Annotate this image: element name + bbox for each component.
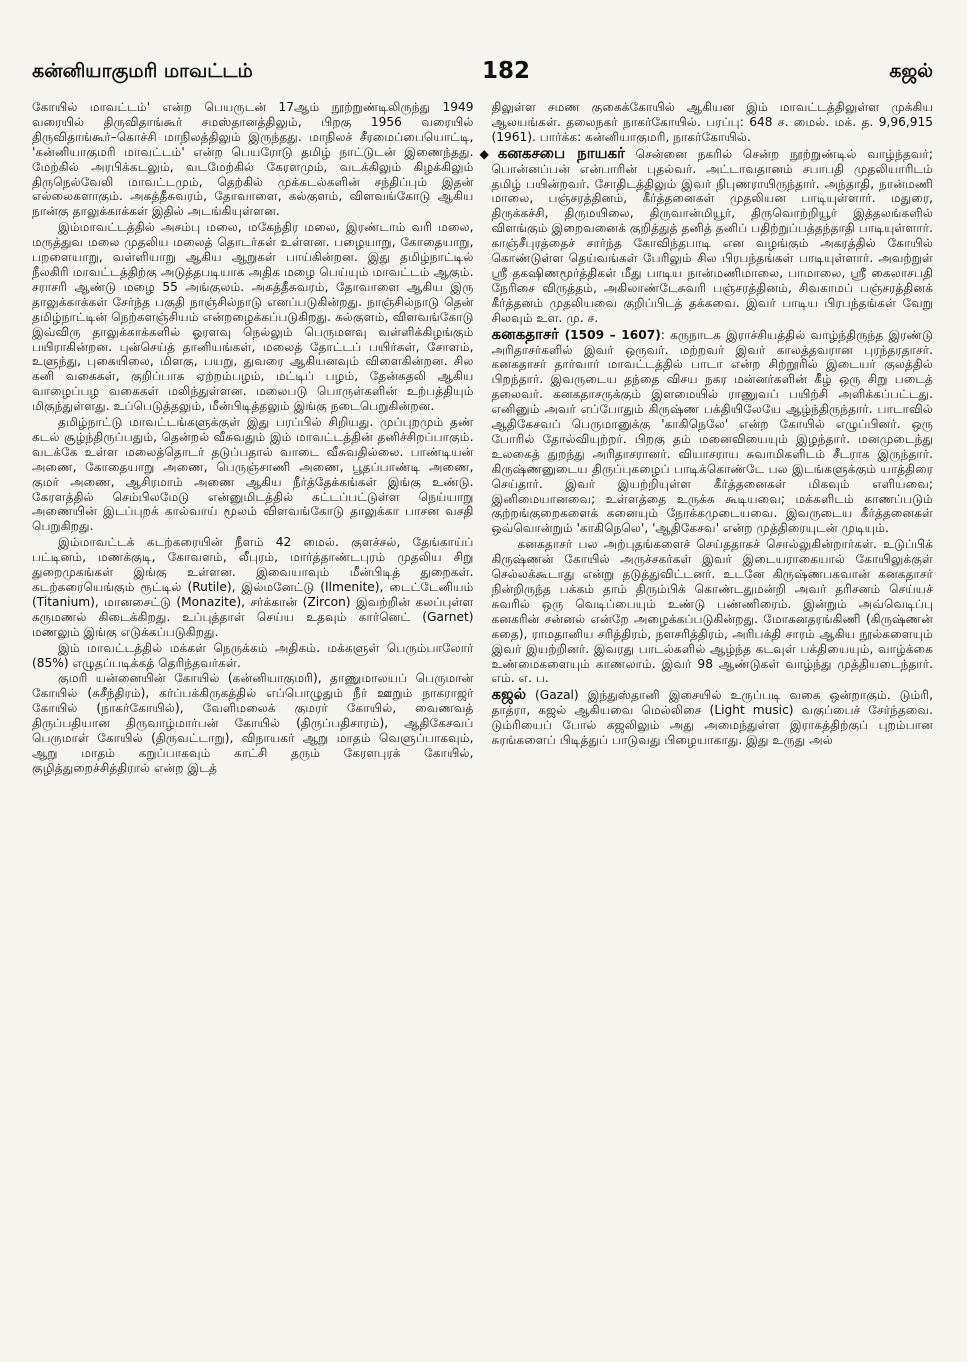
text-columns [32,100,933,1342]
entry-dates: (1509 – 1607) [559,327,661,342]
entry-headword: கஜல் [491,685,527,704]
entry-bullet: ◆ [479,146,496,161]
paragraph: இம் மாவட்டத்தில் மக்கள் நெருக்கம் அதிகம். மக்களுள் பெரும்பாலோர் (85%) எழுதப்படிக்கத் தெரிந்தவர்கள். [32,640,474,670]
paragraph: குமரி யன்னையின் கோயில் (கன்னியாகுமரி), தாணுமாலயப் பெருமான் கோயில் (சுசீந்திரம்), கர்ப்பக்கிருகத்தில் எப்பொழுதும் நீர் ஊறும் நாகராஜர் கோயில் (நாகர்கோயில்), வேளிமலைக் குமரர் கோயில், வைணவத் திருப்பதியான திருவாழ்மார்பன் கோயில் (திருப்பதிசாரம்), ஆதிகேசவப் பெருமாள் கோயில் (திருவட்டாறு), விநாயகர் ஆறு மாதம் வெளுப்பாகவும், ஆறு மாதம் கறுப்பாகவும் காட்சி தரும் கேரளபுரக் கோயில், குழித்துறைச்சித்திரால் என்ற இடத் [32,671,474,775]
paragraph: இம்மாவட்டத்தில் அசம்பு மலை, மகேந்திர மலை, இரண்டாம் வரி மலை, மருத்துவ மலை முதலிய மலைத் தொடர்கள் உள்ளன. பழையாறு, கோதையாறு, பறளையாறு, வள்ளியாறு ஆகிய ஆறுகள் பாய்கின்றன. இது தமிழ்நாட்டில் நீலகிரி மாவட்டத்திற்கு அடுத்தபடியாக அதிக மழை பெய்யும் மாவட்டம் ஆகும். சராசரி ஆண்டு மழை 55 அங்குலம். அகத்தீசுவரம், தோவாளை ஆகிய இரு தாலுக்காக்கள் சேர்ந்த பகுதி நாஞ்சில்நாடு எனப்படுகின்றது. நாஞ்சில்நாடு தென் தமிழ்நாட்டின் நெற்களஞ்சியம் என்றழைக்கப்படுகிறது. கல்குளம், விளவங்கோடு இவ்விரு தாலுக்காக்களில் ஓரளவு நெல்லும் பெருமளவு வள்ளிக்கிழங்கும் பயிராகின்றன. புன்செய்த் தானியங்கள், மலைத் தோட்டப் பயிர்கள், சோளம், உளுந்து, புகையிலை, மிளகு, பயறு, துவரை ஆகியனவும் விளைகின்றன. சில கனி வகைகள், குறிப்பாக ஏற்றம்பழம், மட்டிப் பழம், தேன்கதலி ஆகிய வாழைப்பழ வகைகள் மலிந்துள்ளன. மலைபடு பொருள்களின் உற்பத்தியும் மிகுந்துள்ளது. உப்பெடுத்தலும், மீன்பிடித்தலும் இங்கு நடைபெறுகின்றன. [32,220,474,414]
left-column [32,100,474,1342]
paragraph: திலுள்ள சமண குகைக்கோயில் ஆகியன இம் மாவட்டத்திலுள்ள முக்கிய ஆலயங்கள். தலைநகர் நாகர்கோயில். பரப்பு: 648 ச. மைல். மக். த. 9,96,915 (1961). பார்க்க: கன்னியாகுமரி, நாகர்கோயில். [491,100,933,144]
entry-headword: கனகசபை நாயகர் [497,143,625,162]
paragraph: கோயில் மாவட்டம்' என்ற பெயருடன் 17ஆம் நூற்றுண்டிலிருந்து 1949 வரையில் திருவிதாங்கூர் சமஸ்தானத்திலும், பிறகு 1956 வரையில் திருவிதாங்கூர்–கொச்சி மாநிலத்திலும் இருந்தது. மாநிலச் சீரமைப்பையொட்டி, 'கன்னியாகுமரி மாவட்டம்' என்ற பெயரோடு தமிழ் நாட்டுடன் இணைந்தது. மேற்கில் அரபிக்கடலும், வடமேற்கில் கேரளமும், வடக்கிலும் கிழக்கிலும் திருநெல்வேலி மாவட்டமும், தெற்கில் முக்கடல்களின் சந்திப்பும் இதன் எல்லைகளாகும். அகத்தீசுவரம், தோவாளை, கல்குளம், விளவங்கோடு ஆகிய நான்கு தாலுக்காக்கள் இதில் அடங்கியுள்ளன. [32,100,474,219]
running-head [32,60,933,90]
paragraph: இம்மாவட்டக் கடற்கரையின் நீளம் 42 மைல். குளச்சல், தேங்காய்ப் பட்டினம், மணக்குடி, கோவளம், லீபுரம், மார்த்தாண்டபுரம் முதலிய சிறு துறைமுகங்கள் இங்கு உள்ளன. இவையாவும் மீன்பிடித் துறைகள். கடற்கரையெங்கும் ரூட்டில் (Rutile), இல்மனேட்டு (Ilmenite), டைட்டேனியம் (Titanium), மானசைட்டு (Monazite), சர்க்கான் (Zircon) இவற்றின் கலப்புள்ள கருமணல் கிடைக்கிறது. உப்புத்தாள் செய்ய உதவும் கார்னெட் (Garnet) மணலும் இங்கு எடுக்கப்படுகிறது. [32,535,474,639]
entry-gazal [492,687,934,748]
page-number: 182 [482,58,531,84]
entry-text: சென்னை நகரில் சென்ற நூற்றுண்டில் வாழ்ந்தவர்; பொன்னப்பன் என்பாரின் புதல்வர். அட்டாவதானம் சபாபதி முதலியாரிடம் தமிழ் பயின்றவர். சோதிடத்திலும் இவர் நிபுணராயிருந்தார். அந்தாதி, நான்மணி மாலை, பஞ்சரத்தினம், கீர்த்தனைகள் முதலியன பாடியுள்ளார். மதுரை, திருக்கச்சி, திருமயிலை, திருவான்மியூர், திருவொற்றியூர் இத்தலங்களில் விளங்கும் இறைவனைக் குறித்துத் தனித் தனிப் பதிற்றுப்பத்தந்தாதி பாடியுள்ளார். காஞ்சீபுரத்தைச் சார்ந்த கோவிந்தபாடி என வழங்கும் அகரத்தில் கோயில் கொண்டுள்ள தெய்வங்கள் பேரிலும் சில பிரபந்தங்கள் பாடியுள்ளார். அவற்றுள் ஸ்ரீ தகஷிணமூர்த்திகள் மீது பாடிய நான்மணிமாலை, பாமாலை, ஸ்ரீ கைலாசபதி நேரிசை விருத்தம், அகிலாண்டேசுவரி பஞ்சரத்தினம், சிவகாமப் பஞ்சரத்தினக் கீர்த்தனம் முதலியவை குறிப்பிடத் தக்கவை. இவர் பாடிய பிரபந்தங்கள் வேறு சிலவும் உள. மு. ச. [491,146,933,325]
running-head-right: கஜல் [889,60,933,82]
entry-headword: கனகதாசர் [491,324,559,343]
right-column [479,100,934,1342]
running-head-left: கன்னியாகுமரி மாவட்டம் [32,60,253,82]
entry-kanakadasar [491,324,934,537]
paragraph: தமிழ்நாட்டு மாவட்டங்களுக்குள் இது பரப்பில் சிறியது. முப்புறமும் தண் கடல் சூழ்ந்திருப்பதும், தென்றல் வீசுவதும் இம் மாவட்டத்தின் தனிச்சிறப்பாகும். வடக்கே உள்ள மலைத்தொடர் தடுப்பதால் வாடை வீசுவதில்லை. பாண்டியன் அணை, கோதையாறு அணை, பெருஞ்சாணி அணை, பூதப்பாண்டி அணை, குமர் அணை, ஆசிரமாம் அணை ஆகிய நீர்த்தேக்கங்கள் இங்கு உண்டு. கேரளத்தில் செம்பிலமேடு என்னுமிடத்தில் கட்டப்பட்டுள்ள நெய்யாறு அணையின் இடப்புறக் கால்வாய் மூலம் விளவங்கோடு தாலுக்கா பாசன வசதி பெறுகிறது. [32,415,474,534]
entry-kanakasabai [479,143,934,326]
entry-latin-name: (Gazal) [526,688,579,703]
entry-text: : கருநாடக இராச்சியத்தில் வாழ்ந்திருந்த இரண்டு அரிதாசர்களில் இவர் ஒருவர். மற்றவர் இவர் காலத்தவரான புரந்தரதாசர். கனகதாசர் தார்வார் மாவட்டத்தில் பாடா என்ற சிற்றூரில் இடையர் குலத்தில் பிறந்தார். இவருடைய தந்தை விசய நகர மன்னர்களின் கீழ் ஒரு சிறு படைத் தலைவர். கனகதாசருக்கும் இளமையில் ராணுவப் பயிற்சி அளிக்கப்பட்டது. எனினும் அவர் எப்போதும் கிருஷ்ண பக்தியிலேயே ஆழ்ந்திருந்தார். பாடாவில் ஆதிகேசவப் பெருமானுக்கு 'காகிநெலே' என்ற கோயில் எழுப்பினர். ஒரு போரில் தோல்வியுற்றர். பிறகு தம் மனைவியையும் இழந்தார். மனமுடைந்து உலகைத் துறந்து அரிதாசரானர். வியாசராய சுவாமிகளிடம் சீடராக இருந்தார். கிருஷ்ணனுடைய திருப்புகழைப் பாடிக்கொண்டே பல இடங்களுக்கும் யாத்திரை செய்தார். இவர் இயற்றியுள்ள கீர்த்தனைகள் மிகவும் எளியவை; இனிமையானவை; உள்ளத்தை உருக்க கூடியவை; மக்களிடம் காணப்படும் குற்றங்குறைகளைக் கனையும் நோக்கமுடையவை. இவருடைய கீர்த்தனைகள் ஒவ்வொன்றும் 'காகிநெலெ', 'ஆதிகேசவ' என்ற முத்திரையுடன் முடியும். [491,327,933,536]
entry-text: இந்துஸ்தானி இசையில் உருப்படி வகை ஒன்றாகும். டும்ரி, தாத்ரா, கஜல் ஆகியவை மெல்லிசை (Light music) வகுப்பைச் சேர்ந்தவை. டும்ரியைப் போல் கஜலிலும் அது அமைந்துள்ள இராகத்திற்குப் புறம்பான சுரங்களைப் பிடித்துப் பாடுவது பிழையாகாது. இது உருது அல் [491,688,933,748]
paragraph: கனகதாசர் பல அற்புதங்களைச் செய்ததாகச் சொல்லுகின்றார்கள். உடுப்பிக் கிருஷ்ணன் கோயில் அருச்சகர்கள் இவர் இடையராகையால் கோயிலுக்குள் செல்லக்கூடாது என்று தடுத்துவிட்டனர். உடனே கிருஷ்ணபகவான் கனகதாசர் நின்றிருந்த பக்கம் தாம் திரும்பிக் கொண்டதுமன்றி அவர் தரிசனம் செய்யச் சுவரில் ஒரு வெடிப்பையும் உண்டு பண்ணிரைம். இன்றும் அவ்வெடிப்பு கனகரின் சன்னல் என்றே அழைக்கப்படுகின்றது. மோகனதரங்கிணி (கிருஷ்ணன் கதை), ராமதானிய சரித்திரம், நளசரித்திரம், அரிபக்தி சாரம் ஆகிய நூல்களையும் இவர் இயற்றினர். இவரது பாடல்களில் ஆழ்ந்த கடவுள் பக்தியையும், வாழ்க்கை உண்மைகளையும் காணலாம். இவர் 98 ஆண்டுகள் வாழ்ந்து முத்தியடைந்தார். எம். எ. ப. [491,537,933,686]
